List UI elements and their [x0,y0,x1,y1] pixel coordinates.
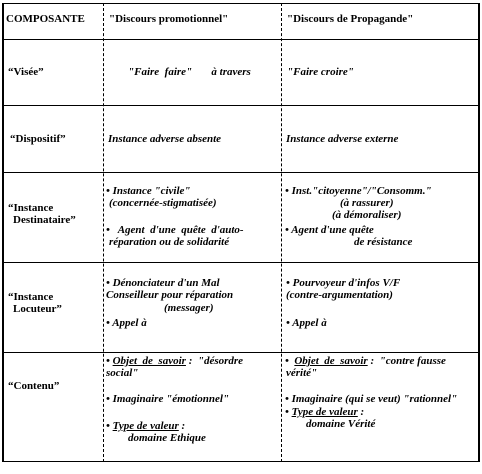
header-composante: COMPOSANTE [6,13,85,25]
visee-promotionnel: "Faire faire" à travers [128,66,251,78]
destinataire-propa-line3: (à démoraliser) [332,209,402,221]
row-label-visee: “Visée” [8,66,44,78]
row-divider-bottom [3,461,479,462]
row-divider-top [3,3,479,4]
contenu-promo-line4: • Type de valeur : [106,420,186,432]
locuteur-promo-line1: • Dénonciateur d'un Mal [106,277,220,289]
row-label-locuteur-l1: “Instance [8,291,54,303]
row-label-contenu: “Contenu” [8,380,60,392]
destinataire-promo-line2: (concernée-stigmatisée) [109,197,217,209]
row-divider-2 [3,105,479,106]
destinataire-promo-line1: • Instance "civile" [106,185,191,197]
table-border-right [478,3,480,462]
contenu-propa-line4: • Type de valeur : [285,406,365,418]
header-discours-propagande: "Discours de Propagande" [287,13,414,25]
destinataire-propa-line5: de résistance [354,236,413,248]
row-divider-3 [3,172,479,173]
contenu-promo-line5: domaine Ethique [128,432,206,444]
locuteur-propa-line2: (contre-argumentation) [286,289,393,301]
locuteur-promo-line3: (messager) [164,302,214,314]
row-divider-5 [3,352,479,353]
destinataire-promo-line4: réparation ou de solidarité [109,236,230,248]
contenu-propa-line1: • Objet de savoir : "contre fausse [285,355,446,367]
row-label-destinataire-l2: Destinataire” [13,214,76,226]
locuteur-propa-line3: • Appel à [286,317,327,329]
contenu-promo-line3: • Imaginaire "émotionnel" [106,393,230,405]
destinataire-propa-line4: • Agent d'une quête [285,224,374,236]
destinataire-propa-line2: (à rassurer) [340,197,394,209]
destinataire-propa-line1: • Inst."citoyenne"/"Consomm." [285,185,432,197]
contenu-promo-line1: • Objet de savoir : "désordre [106,355,244,367]
contenu-propa-line5: domaine Vérité [306,418,376,430]
row-label-dispositif: “Dispositif” [10,133,66,145]
destinataire-promo-line3: • Agent d'une quête d'auto- [106,224,244,236]
visee-propagande: "Faire croire" [287,66,354,78]
row-label-destinataire-l1: “Instance [8,202,54,214]
locuteur-propa-line1: • Pourvoyeur d'infos V/F [286,277,401,289]
type-de-valeur-label: Type de valeur [291,406,358,418]
column-divider-2 [281,3,282,462]
dispositif-promotionnel: Instance adverse absente [108,133,222,145]
row-divider-4 [3,262,479,263]
dispositif-propagande: Instance adverse externe [286,133,399,145]
contenu-propa-line2: vérité" [286,367,318,379]
locuteur-promo-line4: • Appel à [106,317,147,329]
row-label-locuteur-l2: Locuteur” [13,303,62,315]
type-de-valeur-label: Type de valeur [112,420,179,432]
header-discours-promotionnel: "Discours promotionnel" [109,13,229,25]
table-border-left [2,3,4,462]
locuteur-promo-line2: Conseilleur pour réparation [106,289,234,301]
contenu-promo-line2: social" [106,367,139,379]
row-divider-1 [3,39,479,40]
column-divider-1 [103,3,104,462]
objet-de-savoir-label: Objet de savoir [294,355,368,367]
contenu-propa-line3: • Imaginaire (qui se veut) "rationnel" [285,393,458,405]
objet-de-savoir-label: Objet de savoir [112,355,186,367]
